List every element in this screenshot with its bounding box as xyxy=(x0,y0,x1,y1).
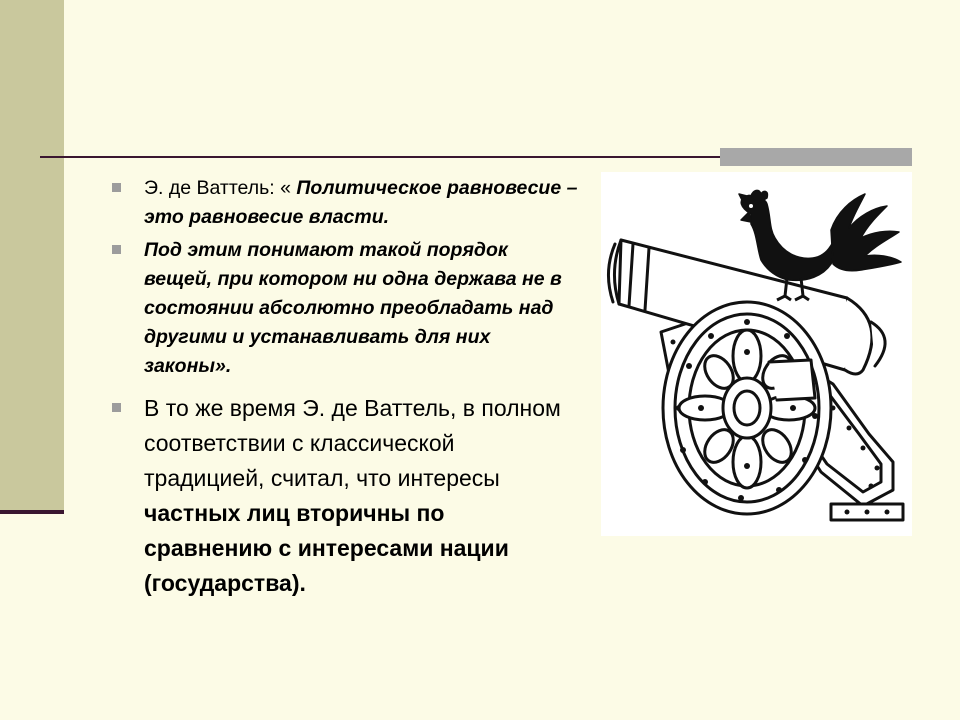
bullet-3-emphasis: частных лиц вторичны по сравнению с интересами нации (государства). xyxy=(144,500,509,596)
bullet-2-text: Под этим понимают такой порядок вещей, при котором ни одна держава не в состоянии абсолютно преобладать над другими и устанавливать для них законы». xyxy=(144,239,562,377)
bullet-list xyxy=(108,174,578,601)
left-band-divider xyxy=(0,510,64,514)
bullet-item-2 xyxy=(108,236,578,381)
bullet-1-prefix: Э. де Ваттель: « xyxy=(144,177,297,199)
bullet-square-icon xyxy=(112,183,121,192)
bullet-1-emphasis: Политическое равновесие – это равновесие власти. xyxy=(144,177,578,228)
bullet-square-icon xyxy=(112,403,121,412)
bullet-square-icon xyxy=(112,245,121,254)
cannon-with-rooster-icon xyxy=(601,172,912,536)
left-decor-band xyxy=(0,0,64,512)
title-accent-bar xyxy=(720,148,912,166)
bullet-item-1 xyxy=(108,174,578,232)
bullet-3-prefix: В то же время Э. де Ваттель, в полном соответствии с классической традицией, считал, что интересы xyxy=(144,395,561,491)
bullet-item-3 xyxy=(108,391,578,601)
